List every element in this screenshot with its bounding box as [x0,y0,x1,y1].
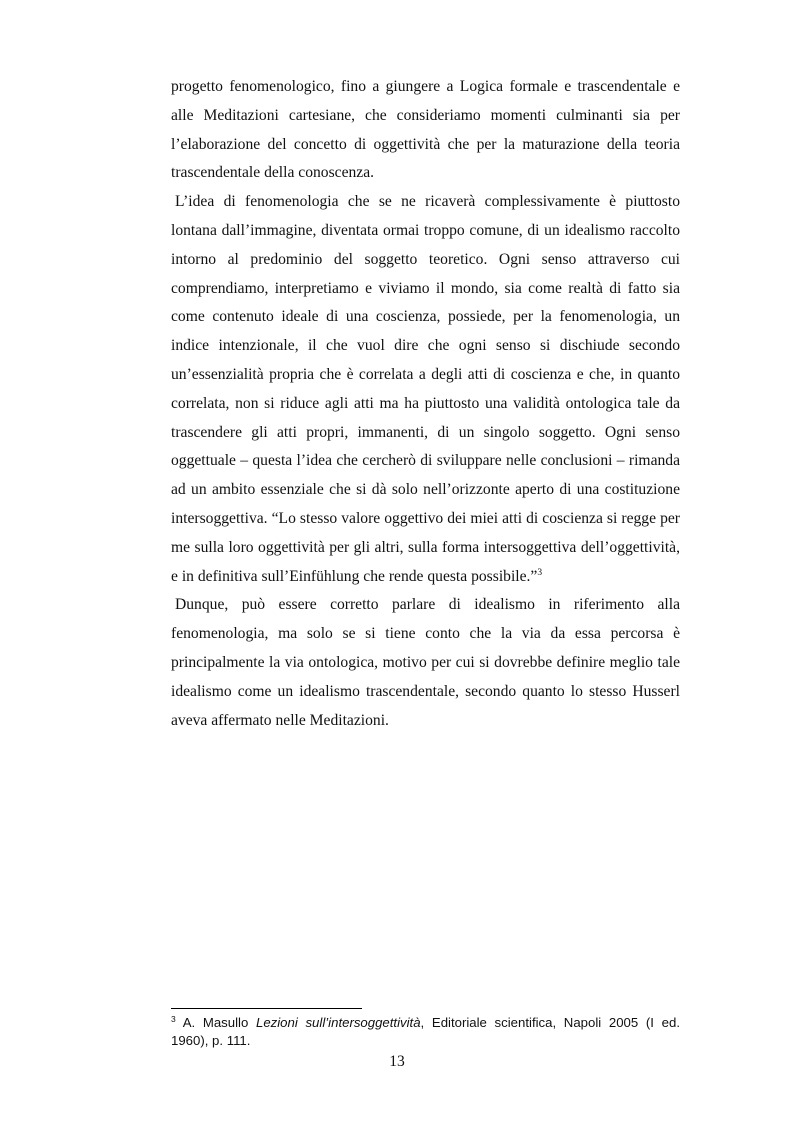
paragraph: progetto fenomenologico, fino a giungere a Logica formale e trascendentale e alle Meditazioni cartesiane, che consideriamo momenti culminanti sia per l’elaborazione del concetto di oggettività che per la maturazione della teoria trascendentale della conoscenza. [171,78,680,182]
paragraph: Dunque, può essere corretto parlare di idealismo in riferimento alla fenomenologia, ma solo se si tiene conto che la via da essa percorsa è principalmente la via ontologica, motivo per cui si dovrebbe definire meglio tale idealismo come un idealismo trascendentale, secondo quanto lo stesso Husserl aveva affermato nelle Meditazioni. [171,596,680,729]
footnote-author: A. Masullo [182,1015,249,1030]
page-number: 13 [389,1053,405,1070]
footnote [171,1014,680,1049]
footnote-reference: 3 [537,567,543,578]
footnote-number: 3 [171,1014,176,1024]
footnote-title: Lezioni sull’intersoggettività [255,1015,421,1030]
paragraph-text: L’idea di fenomenologia che se ne ricaverà complessivamente è piuttosto lontana dall’immagine, diventata ormai troppo comune, di un idealismo raccolto intorno al predominio del soggetto teoretico. Ogni senso attraverso cui comprendiamo, interpretiamo e viviamo il mondo, sia come realtà di fatto sia come contenuto ideale di una coscienza, possiede, per la fenomenologia, un indice intenzionale, il che vuol dire che ogni senso si dischiude secondo un’essenzialità propria che è correlata a degli atti di coscienza e che, in quanto correlata, non si riduce agli atti ma ha piuttosto una validità ontologica tale da trascendere gli atti propri, immanenti, di un singolo soggetto. Ogni senso oggettuale – questa l’idea che cercherò di sviluppare nelle conclusioni – rimanda ad un ambito essenziale che si dà solo nell’orizzonte aperto di una costituzione intersoggettiva. “Lo stesso valore oggettivo dei miei atti di coscienza si regge per me sulla loro oggettività per gli altri, sulla forma intersoggettiva dell’oggettività, e in definitiva sull’Einfühlung che rende questa possibile.” [171,193,680,585]
main-text [171,73,680,735]
footnote-details: , Editoriale scientifica, Napoli 2005 (I ed. 1960), p. 111. [171,1015,680,1048]
paragraph [171,188,680,591]
footnote-separator [171,1008,362,1009]
